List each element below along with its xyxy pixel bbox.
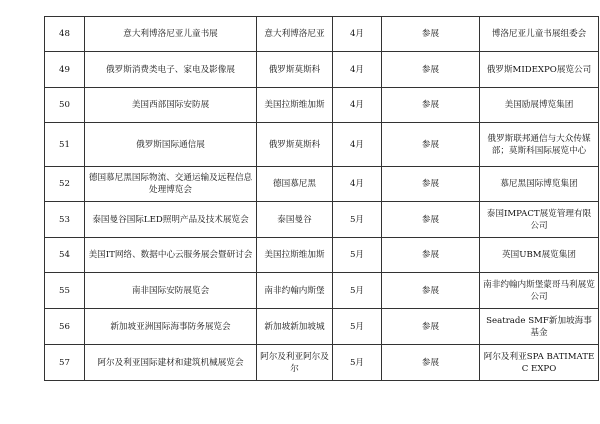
participation-type: 参展 xyxy=(382,238,480,273)
row-number: 57 xyxy=(45,345,85,381)
exhibition-city: 俄罗斯莫斯科 xyxy=(257,123,333,167)
exhibition-month: 4月 xyxy=(333,17,382,52)
exhibition-city: 南非约翰内斯堡 xyxy=(257,273,333,309)
row-number: 56 xyxy=(45,309,85,345)
exhibition-month: 4月 xyxy=(333,123,382,167)
row-number: 49 xyxy=(45,52,85,88)
row-number: 50 xyxy=(45,88,85,123)
exhibition-month: 5月 xyxy=(333,202,382,238)
row-number: 48 xyxy=(45,17,85,52)
exhibition-month: 5月 xyxy=(333,273,382,309)
table-row xyxy=(45,238,599,273)
exhibition-name: 俄罗斯消费类电子、家电及影像展 xyxy=(85,52,257,88)
exhibition-name: 阿尔及利亚国际建材和建筑机械展览会 xyxy=(85,345,257,381)
participation-type: 参展 xyxy=(382,167,480,202)
organizer: 泰国IMPACT展览管理有限公司 xyxy=(480,202,599,238)
row-number: 54 xyxy=(45,238,85,273)
exhibition-name: 意大利博洛尼亚儿童书展 xyxy=(85,17,257,52)
participation-type: 参展 xyxy=(382,202,480,238)
exhibition-name: 美国IT网络、数据中心云服务展会暨研讨会 xyxy=(85,238,257,273)
exhibition-name: 南非国际安防展览会 xyxy=(85,273,257,309)
row-number: 55 xyxy=(45,273,85,309)
exhibition-city: 泰国曼谷 xyxy=(257,202,333,238)
exhibition-month: 5月 xyxy=(333,309,382,345)
exhibition-city: 新加坡新加坡城 xyxy=(257,309,333,345)
exhibition-month: 4月 xyxy=(333,167,382,202)
exhibition-name: 泰国曼谷国际LED照明产品及技术展览会 xyxy=(85,202,257,238)
table-body xyxy=(45,17,599,381)
table-row xyxy=(45,17,599,52)
row-number: 52 xyxy=(45,167,85,202)
exhibition-city: 意大利博洛尼亚 xyxy=(257,17,333,52)
participation-type: 参展 xyxy=(382,123,480,167)
organizer: 南非约翰内斯堡蒙哥马利展览公司 xyxy=(480,273,599,309)
organizer: 英国UBM展览集团 xyxy=(480,238,599,273)
participation-type: 参展 xyxy=(382,273,480,309)
exhibition-table xyxy=(44,16,599,381)
exhibition-month: 4月 xyxy=(333,88,382,123)
organizer: 阿尔及利亚SPA BATIMATEC EXPO xyxy=(480,345,599,381)
participation-type: 参展 xyxy=(382,309,480,345)
organizer: 俄罗斯MIDEXPO展览公司 xyxy=(480,52,599,88)
organizer: 俄罗斯联邦通信与大众传媒部；莫斯科国际展览中心 xyxy=(480,123,599,167)
exhibition-city: 美国拉斯维加斯 xyxy=(257,238,333,273)
participation-type: 参展 xyxy=(382,17,480,52)
exhibition-city: 阿尔及利亚阿尔及尔 xyxy=(257,345,333,381)
participation-type: 参展 xyxy=(382,52,480,88)
exhibition-month: 5月 xyxy=(333,238,382,273)
participation-type: 参展 xyxy=(382,345,480,381)
organizer: 美国励展博览集团 xyxy=(480,88,599,123)
row-number: 53 xyxy=(45,202,85,238)
table-row xyxy=(45,52,599,88)
organizer: 博洛尼亚儿童书展组委会 xyxy=(480,17,599,52)
table-row xyxy=(45,309,599,345)
organizer: 慕尼黑国际博览集团 xyxy=(480,167,599,202)
table-row xyxy=(45,202,599,238)
exhibition-name: 德国慕尼黑国际物流、交通运输及远程信息处理博览会 xyxy=(85,167,257,202)
table-row xyxy=(45,88,599,123)
table-row xyxy=(45,345,599,381)
exhibition-month: 4月 xyxy=(333,52,382,88)
exhibition-name: 美国西部国际安防展 xyxy=(85,88,257,123)
table-row xyxy=(45,167,599,202)
table-row xyxy=(45,273,599,309)
exhibition-city: 美国拉斯维加斯 xyxy=(257,88,333,123)
organizer: Seatrade SMF新加坡海事基金 xyxy=(480,309,599,345)
exhibition-name: 新加坡亚洲国际海事防务展览会 xyxy=(85,309,257,345)
exhibition-city: 俄罗斯莫斯科 xyxy=(257,52,333,88)
row-number: 51 xyxy=(45,123,85,167)
exhibition-city: 德国慕尼黑 xyxy=(257,167,333,202)
table-row xyxy=(45,123,599,167)
participation-type: 参展 xyxy=(382,88,480,123)
exhibition-name: 俄罗斯国际通信展 xyxy=(85,123,257,167)
exhibition-month: 5月 xyxy=(333,345,382,381)
